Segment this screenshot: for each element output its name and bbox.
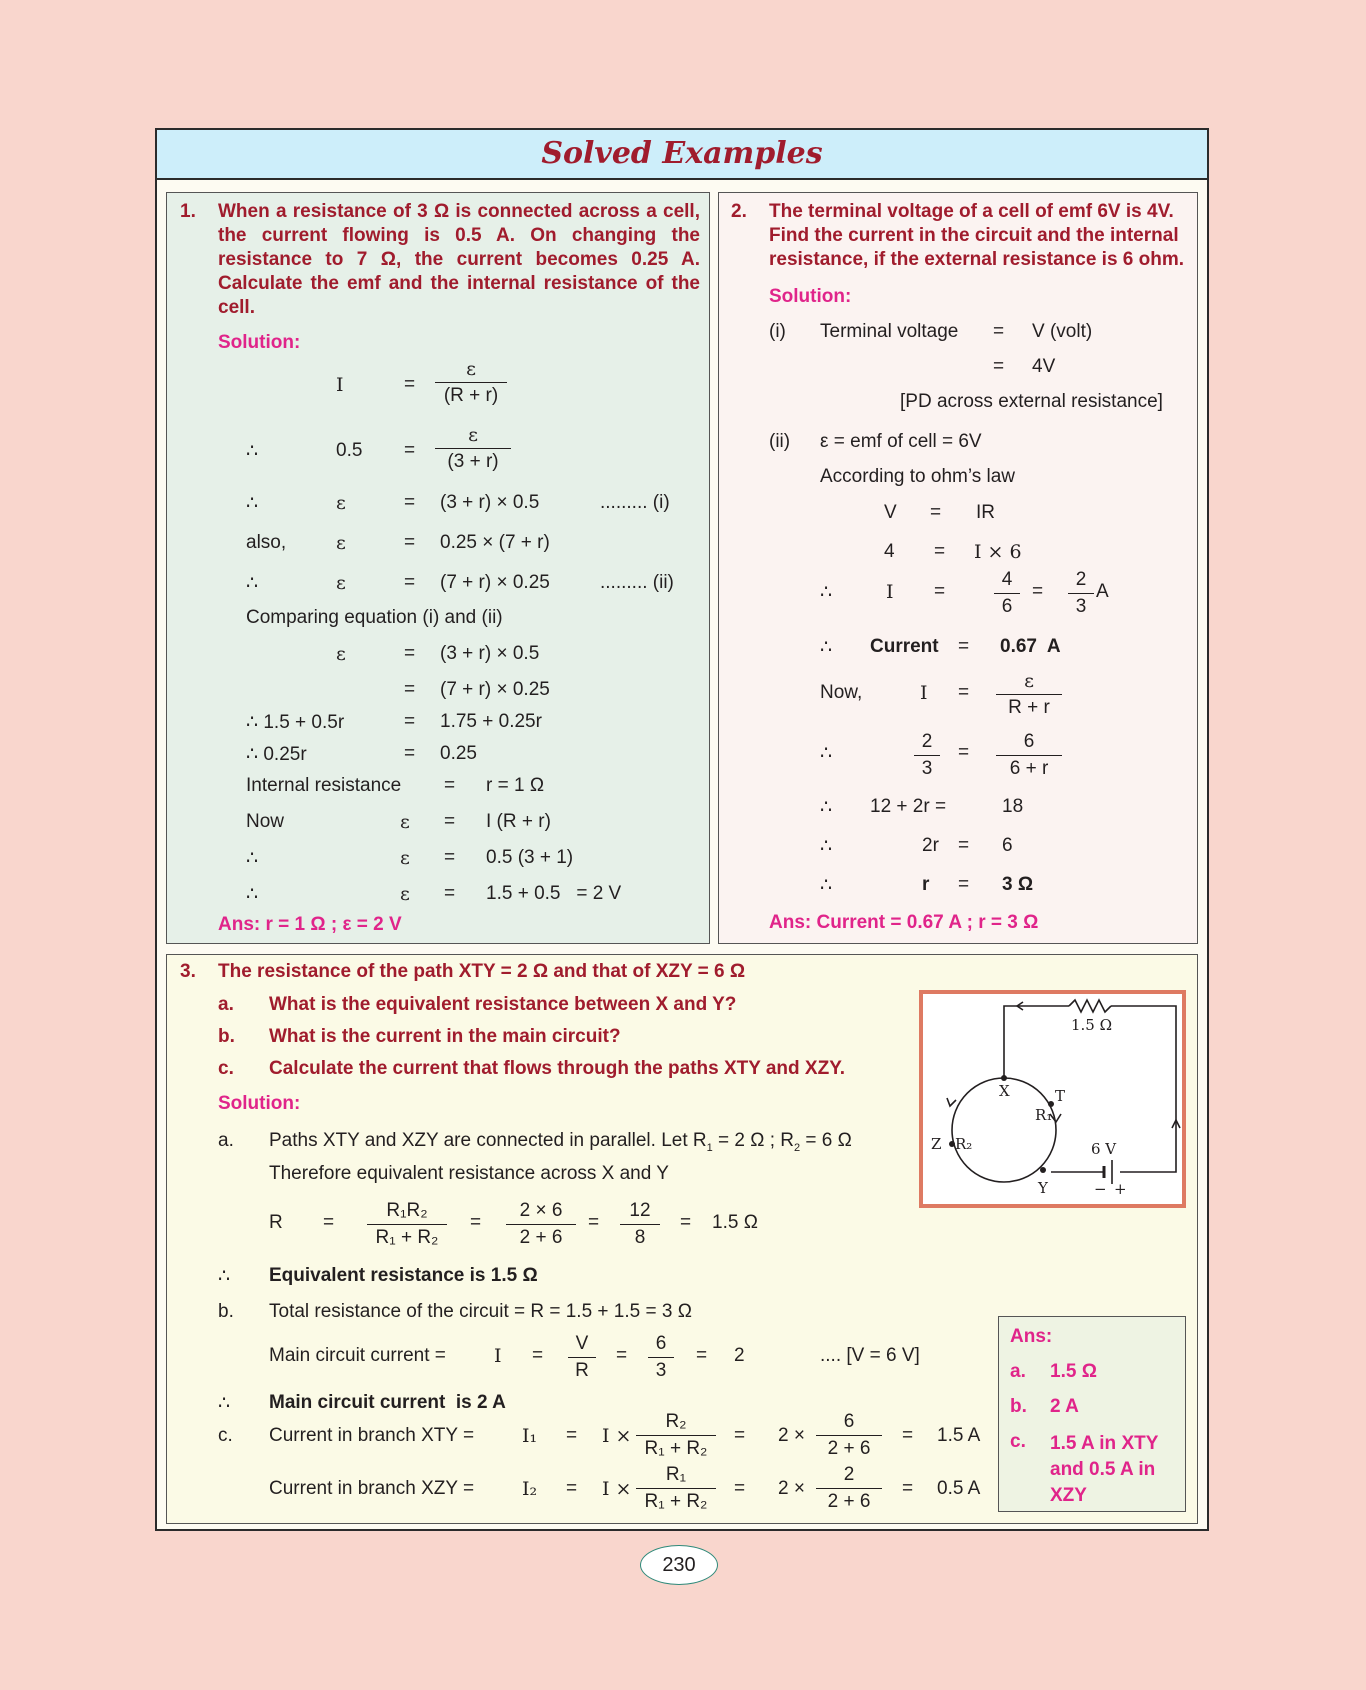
ex1-l3-rhs: (3 + r) × 0.5	[440, 492, 540, 513]
ex1-l12-rhs: I (R + r)	[486, 811, 551, 832]
ex3-frac-12-8	[620, 1198, 660, 1251]
ex2-ir: IR	[976, 502, 995, 523]
fraction-denominator: R₁ + R₂	[375, 1227, 439, 1248]
circuit-svg	[923, 994, 1182, 1204]
ex3-frac-c2	[636, 1462, 716, 1515]
ex3-two-x: 2 ×	[778, 1478, 805, 1499]
ex2-la-lhs: 12 + 2r =	[870, 796, 947, 817]
fraction-denominator: R₁ + R₂	[644, 1491, 708, 1512]
ex2-frac-4-6	[994, 567, 1020, 620]
ex2-frac-2-3	[1068, 567, 1094, 620]
ex3-frac-2x6	[506, 1198, 576, 1251]
ex1-l10-lhs: ∴ 0.25r	[246, 744, 307, 765]
ex3-c2-text: Current in branch XZY =	[269, 1478, 475, 1499]
ex3-c1-value: 1.5 A	[937, 1425, 981, 1446]
ex1-l4-lhs: ε	[336, 532, 346, 554]
example-2-question: The terminal voltage of a cell of emf 6V is 4V. Find the current in the circuit and the internal resistance, if the external resistance is 6 ohm.	[769, 201, 1185, 270]
ex3-eq: =	[902, 1425, 914, 1446]
fraction-denominator: 2 + 6	[519, 1227, 563, 1248]
ex3-eq: =	[566, 1425, 578, 1446]
ex1-l5-lhs: ε	[336, 572, 346, 594]
therefore-symbol: ∴	[820, 836, 833, 857]
circuit-diagram	[919, 990, 1186, 1208]
ex1-l11-lhs: Internal resistance	[246, 775, 402, 796]
ex3-sol-a-text2: Therefore equivalent resistance across X and Y	[269, 1163, 669, 1184]
ex3-main-value: 2	[734, 1345, 745, 1366]
ex2-eq: =	[934, 541, 946, 562]
ex2-eq: =	[993, 356, 1005, 377]
ex2-part-i: (i)	[769, 321, 786, 342]
ex2-now-lhs: I	[920, 682, 928, 704]
ex3-eq: =	[734, 1425, 746, 1446]
ex2-v: V	[884, 502, 897, 523]
fraction-numerator: R₁R₂	[367, 1198, 447, 1225]
example-3-solution-label: Solution:	[218, 1093, 301, 1114]
ex3-part-b-label: b.	[218, 1026, 235, 1047]
fraction-denominator: 6 + r	[1009, 758, 1049, 779]
ex1-l2-eq: =	[404, 440, 416, 461]
ex1-l11-eq: =	[444, 775, 456, 796]
node-y	[1040, 1167, 1046, 1173]
example-1-number: 1.	[180, 201, 196, 222]
ex1-l8-rhs: (7 + r) × 0.25	[440, 679, 550, 700]
ex2-eq: =	[934, 581, 946, 602]
label-t: T	[1055, 1087, 1066, 1105]
ex3-answer-a-label: a.	[1010, 1361, 1026, 1382]
ex2-eq: =	[993, 321, 1005, 342]
fraction-numerator: 12	[620, 1198, 660, 1225]
label-r1: R₁	[1035, 1106, 1053, 1124]
ex2-frac-now	[996, 668, 1062, 721]
ex3-frac-c1b	[816, 1409, 882, 1462]
ex3-answer-b: 2 A	[1050, 1396, 1079, 1417]
ex3-part-c-label: c.	[218, 1058, 234, 1079]
ex3-main-note: .... [V = 6 V]	[820, 1345, 920, 1366]
therefore-symbol: ∴	[246, 573, 259, 594]
battery-label: 6 V	[1091, 1140, 1117, 1158]
therefore-symbol: ∴	[820, 582, 833, 603]
fraction-numerator: 4	[994, 567, 1020, 594]
page-title: Solved Examples	[541, 136, 823, 171]
ex2-emf: ε = emf of cell = 6V	[820, 431, 982, 452]
ex3-frac-c1	[636, 1409, 716, 1462]
ex3-main-result: Main circuit current is 2 A	[269, 1392, 506, 1413]
ex3-eq: =	[532, 1345, 544, 1366]
ex3-sol-b-text: Total resistance of the circuit = R = 1.5 + 1.5 = 3 Ω	[269, 1301, 692, 1322]
therefore-symbol: ∴	[820, 875, 833, 896]
ex2-eq: =	[958, 742, 970, 763]
therefore-symbol: ∴	[218, 1393, 231, 1414]
ex2-lb-rhs: 6	[1002, 835, 1013, 856]
ex3-r-lhs: R	[269, 1212, 283, 1233]
ex3-answer-c-label: c.	[1010, 1431, 1026, 1452]
fraction-numerator: ε	[996, 668, 1062, 695]
ex1-l4-eq: =	[404, 532, 416, 553]
ex2-frac-2-3b	[914, 729, 940, 782]
ex3-frac-v-r	[568, 1331, 596, 1384]
fraction-numerator: 2 × 6	[506, 1198, 576, 1225]
ex1-l3-tag: ......... (i)	[600, 492, 670, 513]
therefore-symbol: ∴	[218, 1266, 231, 1287]
wire-left-top	[1004, 1006, 1069, 1078]
fraction-numerator: 6	[648, 1331, 674, 1358]
arrow-left-arc	[947, 1098, 956, 1106]
ex3-part-c-text: Calculate the current that flows through the paths XTY and XZY.	[269, 1058, 846, 1079]
therefore-symbol: ∴	[246, 884, 259, 905]
ex2-eq: =	[930, 502, 942, 523]
battery-plus: +	[1114, 1180, 1127, 1198]
fraction-numerator: R₂	[636, 1409, 716, 1436]
fraction-numerator: 6	[816, 1409, 882, 1436]
ex2-frac-6-6r	[996, 729, 1062, 782]
fraction-denominator: 2 + 6	[827, 1491, 871, 1512]
fraction-numerator: 2	[1068, 567, 1094, 594]
fraction-denominator: R + r	[1008, 697, 1050, 718]
ex1-l1-lhs: I	[336, 374, 344, 396]
label-y: Y	[1038, 1179, 1048, 1197]
ex1-l13-lhs: ε	[400, 847, 410, 869]
fraction-numerator: 6	[996, 729, 1062, 756]
ex2-terminal-voltage: Terminal voltage	[820, 321, 959, 342]
ex1-l12-lhs: ε	[400, 811, 410, 833]
ex1-l14-eq: =	[444, 883, 456, 904]
ex3-eq: =	[588, 1212, 600, 1233]
ex3-equivalent: Equivalent resistance is 1.5 Ω	[269, 1265, 538, 1286]
example-2-solution-label: Solution:	[769, 286, 852, 307]
therefore-symbol: ∴	[246, 493, 259, 514]
ex3-sol-a-text: Paths XTY and XZY are connected in parallel. Let $R_1 = 2$ Ω ; $R_2 = 6$ Ω	[269, 1130, 852, 1154]
ex3-part-a-text: What is the equivalent resistance between X and Y?	[269, 994, 737, 1015]
ex3-eq: =	[734, 1478, 746, 1499]
ex1-l2-lhs: 0.5	[336, 440, 363, 461]
fraction-numerator: V	[568, 1331, 596, 1358]
ex2-current-label: Current	[870, 636, 939, 657]
ex3-part-a-label: a.	[218, 994, 234, 1015]
label-z: Z	[931, 1135, 942, 1153]
example-2-number: 2.	[731, 201, 747, 222]
example-1-solution-label: Solution:	[218, 332, 301, 353]
ex2-now: Now,	[820, 682, 863, 703]
fraction-denominator: 3	[1075, 596, 1087, 617]
ex2-eq: =	[958, 682, 970, 703]
ex3-sol-b-label: b.	[218, 1301, 234, 1322]
ex3-frac-c2b	[816, 1462, 882, 1515]
ex2-pd-note: [PD across external resistance]	[900, 391, 1163, 412]
node-x	[1001, 1075, 1007, 1081]
ex1-l13-rhs: 0.5 (3 + 1)	[486, 847, 574, 868]
ex3-main-i: I	[494, 1345, 502, 1367]
fraction-denominator: R	[575, 1360, 589, 1381]
ex3-ix: I ×	[602, 1478, 632, 1500]
example-3-question: The resistance of the path XTY = 2 Ω and that of XZY = 6 Ω	[218, 961, 746, 982]
ex1-l5-tag: ......... (ii)	[600, 572, 674, 593]
ex3-r-value: 1.5 Ω	[712, 1212, 758, 1233]
ex1-l10-eq: =	[404, 743, 416, 764]
ex3-c2-value: 0.5 A	[937, 1478, 981, 1499]
battery-minus: −	[1094, 1180, 1107, 1198]
wire-right	[1111, 1006, 1176, 1172]
therefore-symbol: ∴	[820, 797, 833, 818]
example-1-question: When a resistance of 3 Ω is connected across a cell, the current flowing is 0.5 A. On changing the resistance to 7 Ω, the current becomes 0.25 A. Calculate the emf and the internal resistance of the cell.	[218, 201, 700, 318]
ex3-two-x: 2 ×	[778, 1425, 805, 1446]
fraction-denominator: 3	[655, 1360, 667, 1381]
ex2-four: 4	[884, 541, 895, 562]
ex1-l1-fraction	[435, 356, 507, 409]
ex3-answer-b-label: b.	[1010, 1396, 1027, 1417]
ex3-sol-a-text-main: Paths XTY and XZY are connected in parallel. Let R	[269, 1130, 707, 1151]
ex2-eq: =	[958, 835, 970, 856]
ex1-l12-prefix: Now	[246, 811, 285, 832]
ex2-i-lhs: I	[886, 581, 894, 603]
ex3-eq: =	[470, 1212, 482, 1233]
ex1-l4-rhs: 0.25 × (7 + r)	[440, 532, 550, 553]
fraction-denominator: 6	[1001, 596, 1013, 617]
ex1-l14-lhs: ε	[400, 883, 410, 905]
ex3-sol-a-label: a.	[218, 1130, 234, 1151]
fraction-numerator: 2	[816, 1462, 882, 1489]
fraction-denominator: 8	[634, 1227, 646, 1248]
ex2-lc-rhs: 3 Ω	[1002, 874, 1034, 895]
ex2-eq: =	[1032, 581, 1044, 602]
ex2-tv-rhs2: 4V	[1032, 356, 1056, 377]
ex2-eq: =	[958, 874, 970, 895]
ex3-eq: =	[566, 1478, 578, 1499]
fraction-denominator: (3 + r)	[447, 451, 499, 472]
ex3-sol-c-label: c.	[218, 1425, 233, 1446]
ex3-answer-c: 1.5 A in XTY and 0.5 A in XZY	[1050, 1433, 1159, 1506]
resistor-label: 1.5 Ω	[1071, 1016, 1113, 1034]
ex1-l3-lhs: ε	[336, 492, 346, 514]
ex3-part-b-text: What is the current in the main circuit?	[269, 1026, 621, 1047]
ex3-eq: =	[323, 1212, 335, 1233]
fraction-denominator: R₁ + R₂	[644, 1438, 708, 1459]
therefore-symbol: ∴	[246, 848, 259, 869]
ex1-l7-lhs: ε	[336, 643, 346, 665]
ex1-l5-rhs: (7 + r) × 0.25	[440, 572, 550, 593]
ex3-eq: =	[616, 1345, 628, 1366]
ex3-answer-title: Ans:	[1010, 1326, 1053, 1347]
ex3-eq: =	[696, 1345, 708, 1366]
ex3-answer-a: 1.5 Ω	[1050, 1361, 1097, 1382]
ex1-l13-eq: =	[444, 847, 456, 868]
fraction-numerator: 2	[914, 729, 940, 756]
ex1-l2-fraction	[435, 422, 511, 475]
ex2-ohm: According to ohm’s law	[820, 466, 1016, 487]
ex2-part-ii: (ii)	[769, 431, 791, 452]
ex1-l10-rhs: 0.25	[440, 743, 477, 764]
ex1-l12-eq: =	[444, 811, 456, 832]
ex1-l9-rhs: 1.75 + 0.25r	[440, 711, 542, 732]
ex3-frac-6-3	[648, 1331, 674, 1384]
fraction-numerator: ε	[435, 356, 507, 383]
fraction-denominator: 3	[921, 758, 933, 779]
ex1-l8-eq: =	[404, 679, 416, 700]
ex3-eq: =	[680, 1212, 692, 1233]
ex2-current-value: 0.67 A	[1000, 636, 1061, 657]
ex1-l7-eq: =	[404, 643, 416, 664]
page-number: 230	[640, 1545, 718, 1585]
therefore-symbol: ∴	[820, 637, 833, 658]
ex2-lc-lhs: r	[922, 874, 930, 895]
ex1-l5-eq: =	[404, 572, 416, 593]
fraction-numerator: R₁	[636, 1462, 716, 1489]
label-x: X	[999, 1082, 1010, 1100]
ex1-l3-eq: =	[404, 492, 416, 513]
ex1-l4-prefix: also,	[246, 532, 287, 553]
example-2-answer: Ans: Current = 0.67 A ; r = 3 Ω	[769, 912, 1039, 933]
ex3-eq: =	[902, 1478, 914, 1499]
ex2-la-rhs: 18	[1002, 796, 1024, 817]
resistor-zigzag	[1069, 1000, 1111, 1012]
ex1-l9-eq: =	[404, 711, 416, 732]
ex1-l9-lhs: ∴ 1.5 + 0.5r	[246, 712, 345, 733]
fraction-denominator: 2 + 6	[827, 1438, 871, 1459]
ex2-ix6: I × 6	[974, 541, 1022, 563]
ex2-tv-rhs: V (volt)	[1032, 321, 1093, 342]
ex1-l6: Comparing equation (i) and (ii)	[246, 607, 503, 628]
ex3-c1-text: Current in branch XTY =	[269, 1425, 475, 1446]
ex1-l7-rhs: (3 + r) × 0.5	[440, 643, 540, 664]
ex3-c2-i: I₂	[522, 1478, 538, 1500]
example-1-answer: Ans: r = 1 Ω ; ε = 2 V	[218, 914, 402, 935]
therefore-symbol: ∴	[820, 743, 833, 764]
ex3-main-label: Main circuit current =	[269, 1345, 446, 1366]
fraction-numerator: ε	[435, 422, 511, 449]
ex2-eq: =	[958, 636, 970, 657]
ex2-amp: A	[1096, 581, 1109, 602]
ex3-frac-r1r2	[367, 1198, 447, 1251]
therefore-symbol: ∴	[246, 441, 259, 462]
ex1-l14-rhs: 1.5 + 0.5 = 2 V	[486, 883, 622, 904]
ex1-l1-eq: =	[404, 374, 416, 395]
ex1-l11-rhs: r = 1 Ω	[486, 775, 545, 796]
example-3-number: 3.	[180, 961, 196, 982]
ex3-ix: I ×	[602, 1425, 632, 1447]
ex3-c1-i: I₁	[522, 1425, 538, 1447]
ex2-lb-lhs: 2r	[922, 835, 939, 856]
fraction-denominator: (R + r)	[443, 385, 499, 406]
label-r2: R₂	[955, 1135, 973, 1153]
